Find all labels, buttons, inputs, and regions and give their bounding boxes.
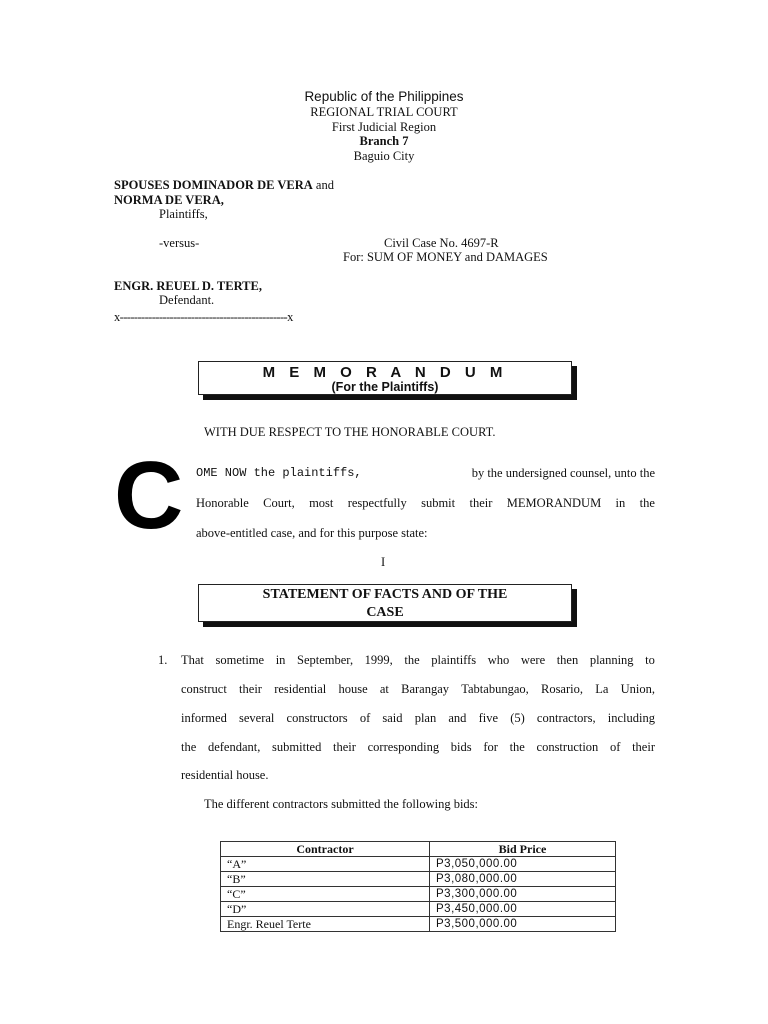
word: in: [275, 653, 286, 667]
word: and: [448, 711, 467, 725]
paragraph-line: [181, 682, 655, 697]
word: in: [615, 496, 626, 510]
versus-label: -versus-: [159, 236, 200, 250]
word: five: [478, 711, 499, 725]
memorandum-title-box: [198, 361, 572, 395]
word: September,: [297, 653, 354, 667]
bids-table: [220, 841, 616, 932]
word: MEMORANDUM: [506, 496, 602, 510]
word: respectfully: [347, 496, 407, 510]
word: Barangay: [401, 682, 450, 696]
paragraph-number: 1.: [158, 653, 168, 667]
drop-cap-letter: C: [114, 442, 184, 549]
word: (5): [510, 711, 525, 725]
case-nature: For: SUM OF MONEY and DAMAGES: [343, 250, 548, 264]
word: including: [607, 711, 655, 725]
word: sometime: [215, 653, 265, 667]
bids-table-header: [221, 842, 616, 857]
word: construction: [536, 740, 599, 754]
intro-line-1: [196, 466, 655, 481]
word: construct: [181, 682, 227, 696]
word: most: [309, 496, 334, 510]
header-city: Baguio City: [353, 149, 415, 163]
defendant-name: ENGR. REUEL D. TERTE,: [114, 279, 262, 293]
plaintiff-and: and: [315, 178, 334, 192]
word: the: [639, 496, 655, 510]
header-branch: Branch 7: [359, 134, 409, 148]
plaintiff-line-2: NORMA DE VERA,: [114, 193, 224, 207]
word: of: [609, 740, 621, 754]
header-court: REGIONAL TRIAL COURT: [310, 105, 458, 119]
respect-line: WITH DUE RESPECT TO THE HONORABLE COURT.: [204, 425, 496, 439]
word: Union,: [620, 682, 655, 696]
bid-price-cell: P3,080,000.00: [430, 872, 616, 887]
table-row: [221, 917, 616, 932]
word: to: [645, 653, 655, 667]
word: corresponding: [367, 740, 440, 754]
memorandum-subtitle: (For the Plaintiffs): [331, 380, 439, 394]
word: constructors: [286, 711, 348, 725]
intro-line-1-rest: by the undersigned counsel, unto the: [471, 466, 655, 480]
word: submitted: [272, 740, 322, 754]
word: 1999,: [364, 653, 393, 667]
word: Tabtabungao,: [461, 682, 529, 696]
word: residential: [274, 682, 327, 696]
word: planning: [589, 653, 634, 667]
caption-separator: x-----------------------------------------------x: [114, 310, 293, 324]
paragraph-line: [181, 653, 655, 668]
header-republic: Republic of the Philippines: [304, 89, 464, 104]
word: plan: [414, 711, 437, 725]
intro-line-2: [196, 496, 655, 511]
section-number: I: [381, 555, 386, 569]
table-row: [221, 872, 616, 887]
word: several: [238, 711, 275, 725]
facts-title-line-1: STATEMENT OF FACTS AND OF THE: [262, 587, 508, 602]
bid-price-cell: P3,500,000.00: [430, 917, 616, 932]
plaintiffs-label: Plaintiffs,: [159, 207, 208, 221]
table-row: [221, 902, 616, 917]
word: at: [379, 682, 389, 696]
bid-price-cell: P3,050,000.00: [430, 857, 616, 872]
word: their: [239, 682, 262, 696]
bids-intro: The different contractors submitted the following bids:: [204, 797, 479, 811]
contractor-cell: “A”: [221, 857, 430, 872]
word: Rosario,: [540, 682, 583, 696]
contractor-cell: Engr. Reuel Terte: [221, 917, 430, 932]
word: then: [556, 653, 579, 667]
contractor-cell: “D”: [221, 902, 430, 917]
table-row: [221, 857, 616, 872]
contractor-cell: “C”: [221, 887, 430, 902]
defendant-label: Defendant.: [159, 293, 215, 307]
header-region: First Judicial Region: [331, 120, 437, 134]
word: their: [632, 740, 655, 754]
word: their: [469, 496, 493, 510]
intro-line-3: above-entitled case, and for this purpose state:: [196, 526, 428, 540]
word: plaintiffs: [431, 653, 477, 667]
word: were: [520, 653, 546, 667]
word: bids: [450, 740, 472, 754]
word: of: [359, 711, 371, 725]
bid-price-cell: P3,300,000.00: [430, 887, 616, 902]
paragraph-line: [181, 740, 655, 755]
word: Honorable: [196, 496, 249, 510]
word: Court,: [263, 496, 295, 510]
word: contractors,: [536, 711, 596, 725]
word: their: [333, 740, 356, 754]
word: house: [338, 682, 368, 696]
word: who: [487, 653, 510, 667]
word: informed: [181, 711, 227, 725]
statement-of-facts-box: [198, 584, 572, 622]
intro-line-1-mono: OME NOW the plaintiffs,: [196, 466, 362, 480]
paragraph-line: [181, 711, 655, 726]
word: said: [382, 711, 403, 725]
word: submit: [421, 496, 456, 510]
plaintiff-name-1: SPOUSES DOMINADOR DE VERA: [114, 178, 313, 192]
header-bid-price: Bid Price: [430, 842, 616, 857]
header-contractor: Contractor: [221, 842, 430, 857]
word: defendant,: [207, 740, 261, 754]
word: La: [595, 682, 609, 696]
bid-price-cell: P3,450,000.00: [430, 902, 616, 917]
facts-title-line-2: CASE: [366, 605, 404, 620]
contractor-cell: “B”: [221, 872, 430, 887]
word: for: [483, 740, 498, 754]
word: the: [404, 653, 420, 667]
paragraph-1-last-line: residential house.: [181, 768, 269, 782]
case-number: Civil Case No. 4697-R: [384, 236, 499, 250]
table-row: [221, 887, 616, 902]
plaintiff-line-1: [114, 178, 334, 193]
word: the: [509, 740, 525, 754]
memorandum-title: M E M O R A N D U M: [262, 364, 508, 381]
word: the: [181, 740, 197, 754]
word: That: [181, 653, 204, 667]
